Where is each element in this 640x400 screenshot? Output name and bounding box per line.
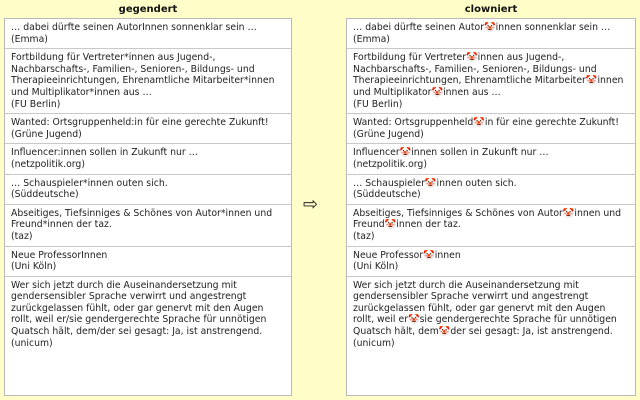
quote-entry xyxy=(347,175,635,205)
quote-source: (FU Berlin) xyxy=(11,98,61,110)
quote-text: Neue ProfessorInnen xyxy=(11,249,108,261)
right-column-title: clowniert xyxy=(464,4,518,15)
quote-text: Wer sich jetzt durch die Auseinandersetzung mit gendersensibler Sprache verwirrt und angestrengt zurückgelassen fühlt, oder gar genervt mit den Augen rollt, weil er/sie gendergerechte Sprache für unnötigen Quatsch hält, dem/der sei gesagt: Ja, ist anstrengend. xyxy=(11,279,270,338)
clowned-quotes-panel xyxy=(346,18,636,396)
quote-source: (Uni Köln) xyxy=(353,261,399,273)
quote-entry xyxy=(5,247,291,277)
quote-source: (unicum) xyxy=(353,337,395,349)
quote-source: (unicum) xyxy=(11,337,53,349)
quote-text: Neue Professor🤡innen xyxy=(353,249,461,261)
quote-entry xyxy=(5,205,291,247)
left-column-title: gegendert xyxy=(118,4,178,15)
quote-text: Abseitiges, Tiefsinniges & Schönes von Autor*innen und Freund*innen der taz. xyxy=(11,207,276,231)
quote-entry xyxy=(347,114,635,144)
quote-text: … dabei dürfte seinen Autor🤡innen sonnenklar sein … xyxy=(353,22,611,33)
quote-text: Influencer🤡innen sollen in Zukunft nur … xyxy=(353,147,549,159)
quote-source: (Süddeutsche) xyxy=(11,189,79,201)
quote-source: (Emma) xyxy=(11,33,48,45)
quote-entry xyxy=(347,144,635,174)
quote-entry xyxy=(347,205,635,247)
gendered-quotes-panel xyxy=(4,18,292,396)
quote-source: (FU Berlin) xyxy=(353,98,403,110)
quote-text: Wanted: Ortsgruppenheld🤡in für eine gerechte Zukunft! xyxy=(353,117,620,129)
quote-source: (Emma) xyxy=(353,33,390,45)
quote-source: (netzpolitik.org) xyxy=(11,158,85,170)
quote-entry xyxy=(5,277,291,353)
quote-source: (Süddeutsche) xyxy=(353,189,421,201)
quote-text: Influencer:innen sollen in Zukunft nur … xyxy=(11,147,198,159)
quote-entry xyxy=(5,114,291,144)
quote-entry xyxy=(347,247,635,277)
quote-entry xyxy=(5,144,291,174)
quote-entry xyxy=(5,19,291,49)
quote-source: (taz) xyxy=(11,230,33,242)
quote-entry xyxy=(5,175,291,205)
right-arrow-icon: ⇨ xyxy=(303,194,319,215)
quote-entry xyxy=(5,49,291,114)
quote-entry xyxy=(347,277,635,353)
quote-source: (Grüne Jugend) xyxy=(11,128,82,140)
quote-entry xyxy=(347,19,635,49)
quote-text: Fortbildung für Vertreter🤡innen aus Jugend-, Nachbarschafts-, Familien-, Senioren-, Bildungs- und Therapieeinrichtungen, Ehrenamtliche Mitarbeiter🤡innen und Multiplikator🤡innen aus … xyxy=(353,52,627,98)
quote-source: (taz) xyxy=(353,230,375,242)
quote-text: … Schauspieler*innen outen sich. xyxy=(11,177,168,189)
quote-source: (Uni Köln) xyxy=(11,261,57,273)
quote-text: … dabei dürfte seinen AutorInnen sonnenklar sein … xyxy=(11,22,257,33)
quote-text: Fortbildung für Vertreter*innen aus Jugend-, Nachbarschafts-, Familien-, Senioren-, Bildungs- und Therapieeinrichtungen, Ehrenamtliche Mitarbeiter*innen und Multiplikator*innen aus … xyxy=(11,52,278,98)
quote-text: Abseitiges, Tiefsinniges & Schönes von Autor🤡innen und Freund🤡innen der taz. xyxy=(353,207,625,231)
quote-source: (netzpolitik.org) xyxy=(353,158,427,170)
quote-source: (Grüne Jugend) xyxy=(353,128,424,140)
quote-text: Wer sich jetzt durch die Auseinandersetzung mit gendersensibler Sprache verwirrt und angestrengt zurückgelassen fühlt, oder gar genervt mit den Augen rollt, weil er🤡sie gendergerechte Sprache für unnötigen Quatsch hält, dem🤡der sei gesagt: Ja, ist anstrengend. xyxy=(353,279,620,338)
quote-text: … Schauspieler🤡innen outen sich. xyxy=(353,177,517,189)
quote-text: Wanted: Ortsgruppenheld:in für eine gerechte Zukunft! xyxy=(11,117,269,129)
quote-entry xyxy=(347,49,635,114)
